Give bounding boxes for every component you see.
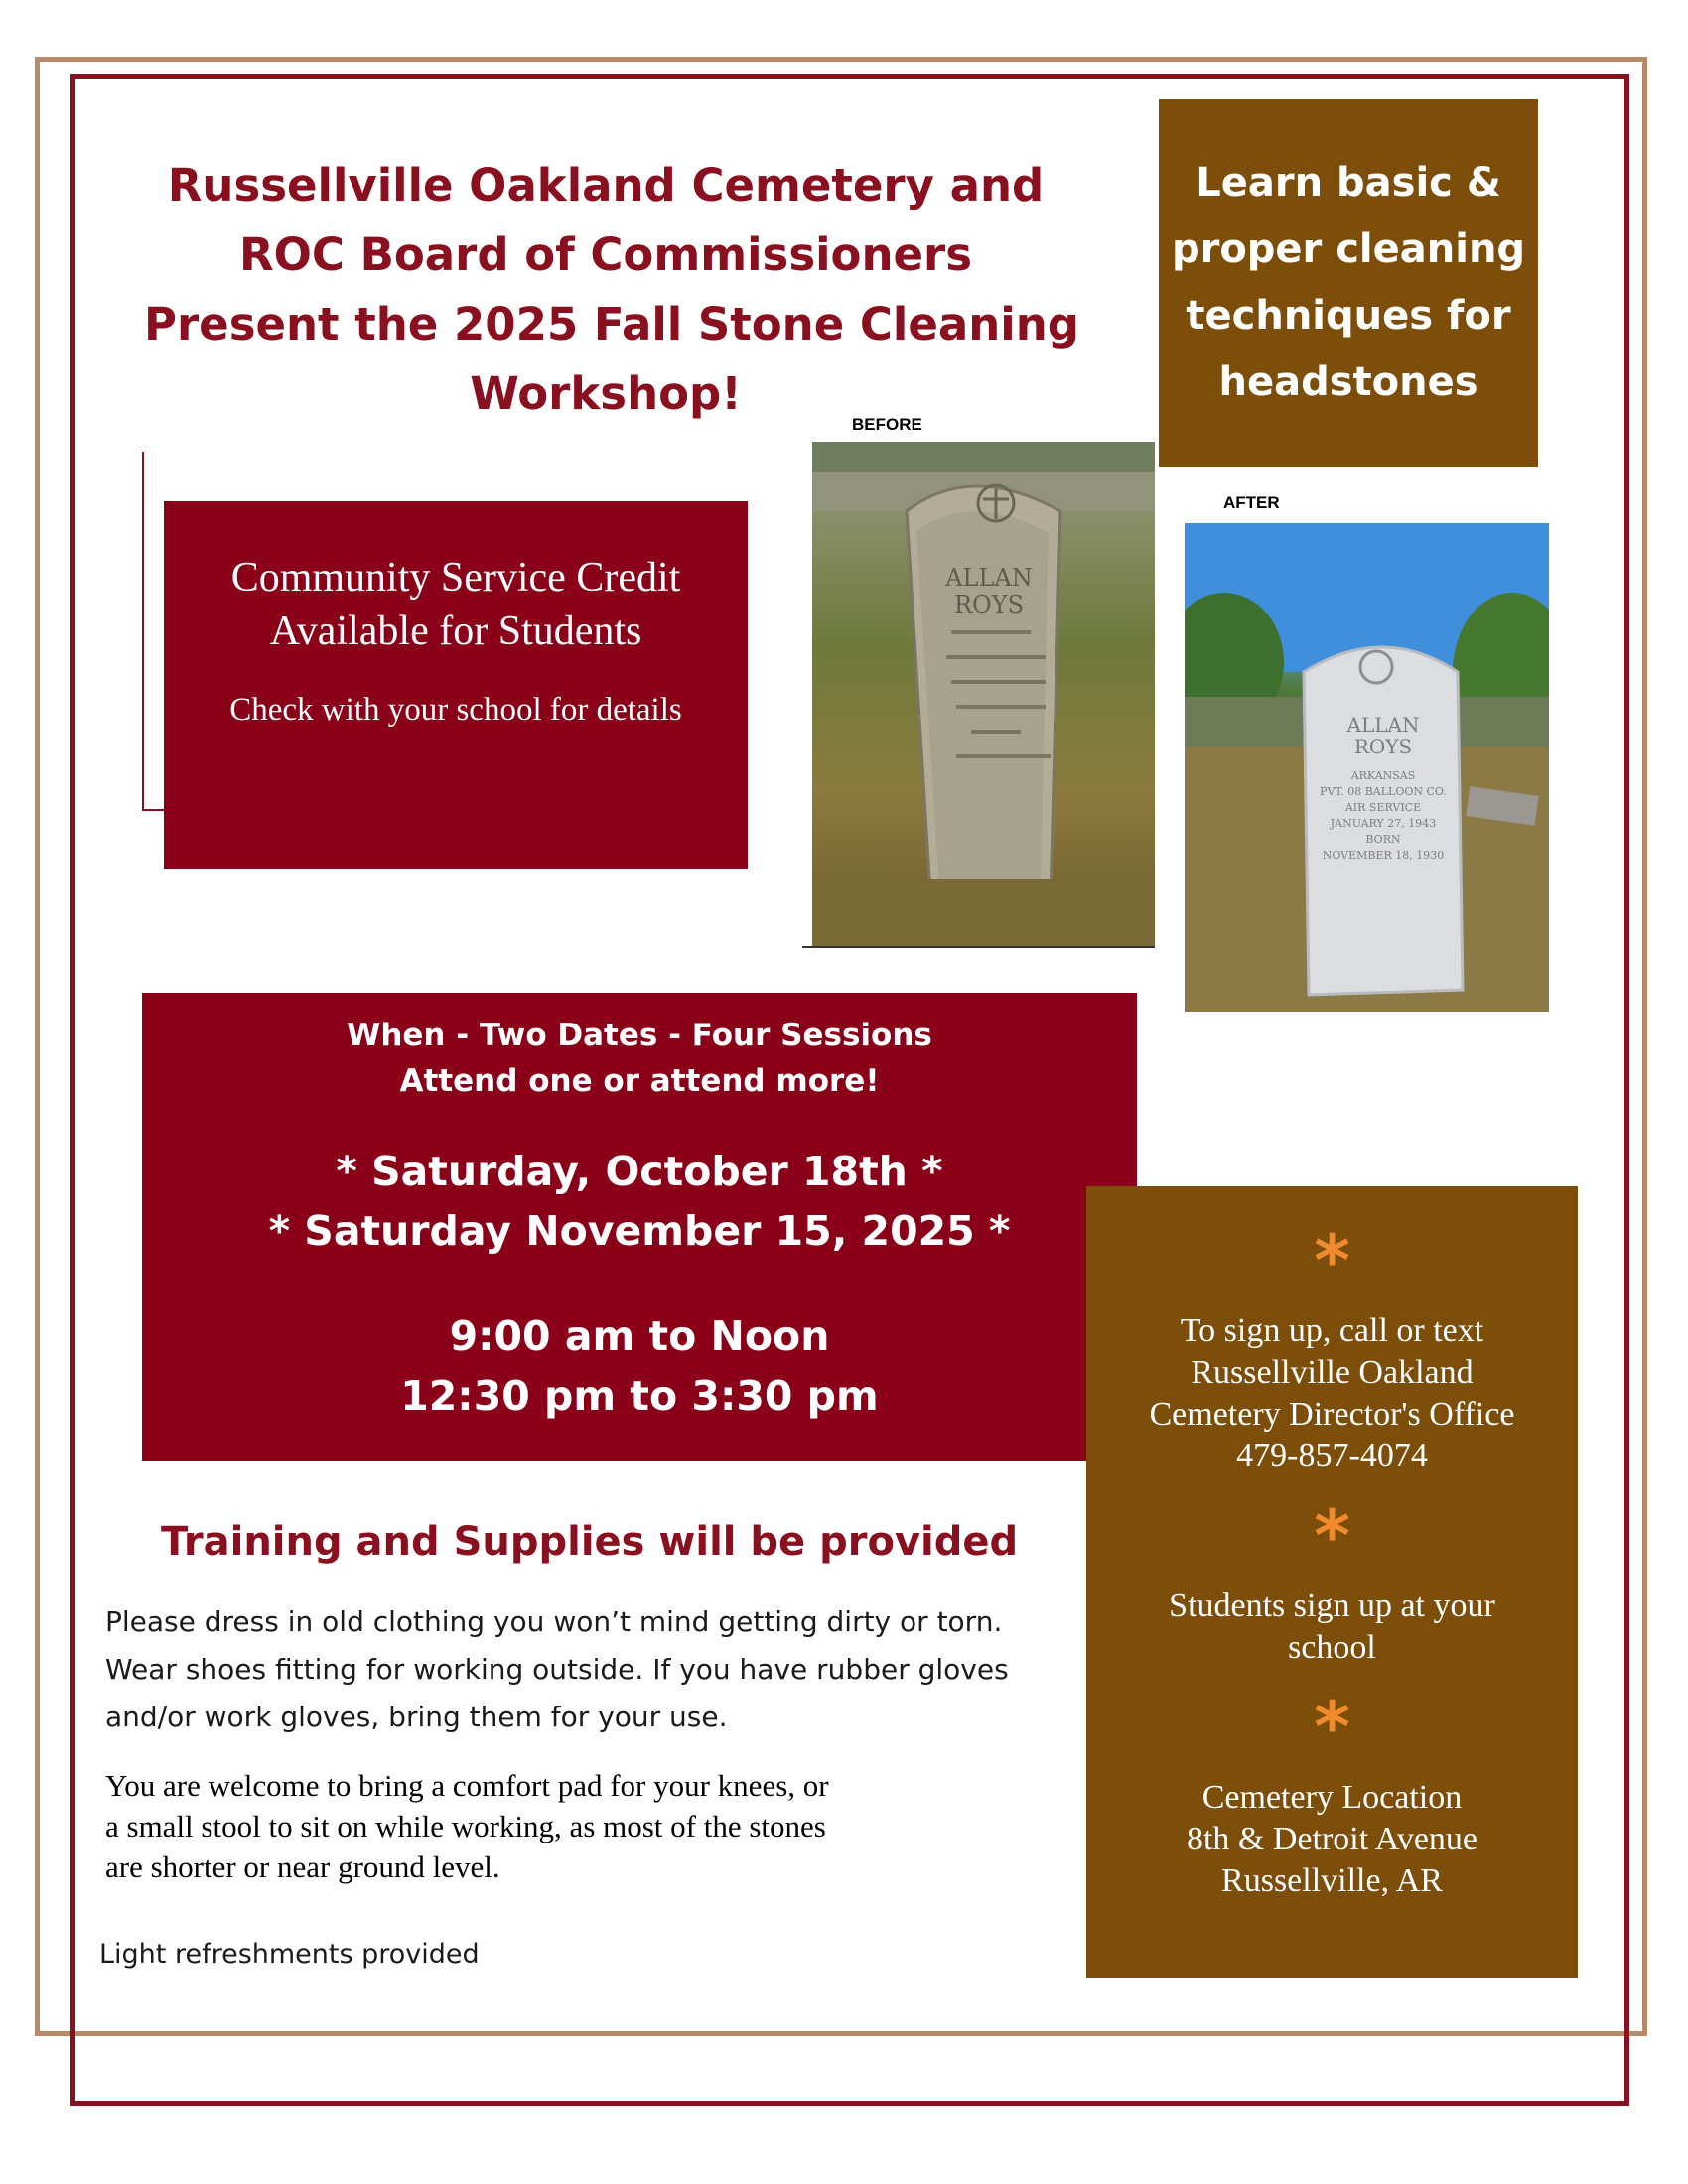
training-heading: Training and Supplies will be provided [161,1519,1019,1565]
phone-number: 479-857-4074 [1236,1437,1428,1474]
credit-accent-line [142,452,144,811]
date-1: * Saturday, October 18th * [336,1148,943,1195]
after-headstone-image [1185,523,1549,1012]
session-times [142,1306,1137,1426]
after-stone-line: PVT. 08 BALLOON CO. [1320,785,1447,798]
time-1: 9:00 am to Noon [449,1312,830,1360]
when-heading: When - Two Dates - Four Sessions [347,1018,932,1053]
learn-callout-text: Learn basic & proper cleaning techniques for headstones [1171,160,1526,405]
students-signup: Students sign up at your school [1169,1587,1495,1666]
after-stone-line: ROYS [1353,735,1413,758]
before-headstone-image [812,442,1155,946]
before-photo [812,442,1155,946]
when-box [142,993,1137,1461]
credit-subtext: Check with your school for details [229,692,682,728]
session-dates [142,1142,1137,1261]
credit-heading: Community Service Credit Available for Students [230,555,681,654]
before-photo-underline [802,946,1155,948]
title-line: Present the 2025 Fall Stone Cleaning [144,298,1079,350]
title-line: Workshop! [470,367,742,420]
asterisk-icon: * [1314,1220,1350,1301]
before-stone-name: ALLAN [945,564,1033,592]
after-stone-line: ALLAN [1346,713,1420,737]
signup-box [1086,1186,1578,1978]
dress-instructions: Please dress in old clothing you won’t mind getting dirty or torn. Wear shoes fitting for working outside. If you have rubber gloves and/or work gloves, bring them for your use. [105,1605,1009,1733]
community-service-box [164,501,748,869]
signup-instructions: To sign up, call or text Russellville Oakland Cemetery Director's Office 479-857-4074 [1086,1310,1578,1477]
comfort-pad-note: You are welcome to bring a comfort pad for your knees, or a small stool to sit on while working, as most of the stones are shorter or near ground level. [105,1768,829,1884]
before-stone-name: ROYS [953,591,1025,618]
refreshments-note: Light refreshments provided [99,1939,480,1970]
after-stone-line: BORN [1365,833,1401,846]
title-line: Russellville Oakland Cemetery and [167,159,1045,211]
after-stone-line: NOVEMBER 18, 1930 [1322,849,1445,862]
page-title [144,151,1079,429]
title-line: ROC Board of Commissioners [239,228,972,281]
learn-callout-box [1159,99,1538,467]
cemetery-location: Cemetery Location 8th & Detroit Avenue Russellville, AR [1186,1779,1478,1899]
asterisk-icon: * [1314,1495,1350,1576]
asterisk-icon: * [1314,1687,1350,1768]
time-2: 12:30 pm to 3:30 pm [400,1372,879,1420]
after-stone-line: JANUARY 27, 1943 [1330,817,1437,830]
date-2: * Saturday November 15, 2025 * [268,1207,1011,1255]
after-photo [1185,523,1549,1012]
when-subheading: Attend one or attend more! [399,1063,880,1099]
after-stone-line: ARKANSAS [1350,769,1416,782]
before-label: BEFORE [852,415,922,434]
after-stone-line: AIR SERVICE [1344,801,1422,814]
after-label: AFTER [1223,493,1280,512]
